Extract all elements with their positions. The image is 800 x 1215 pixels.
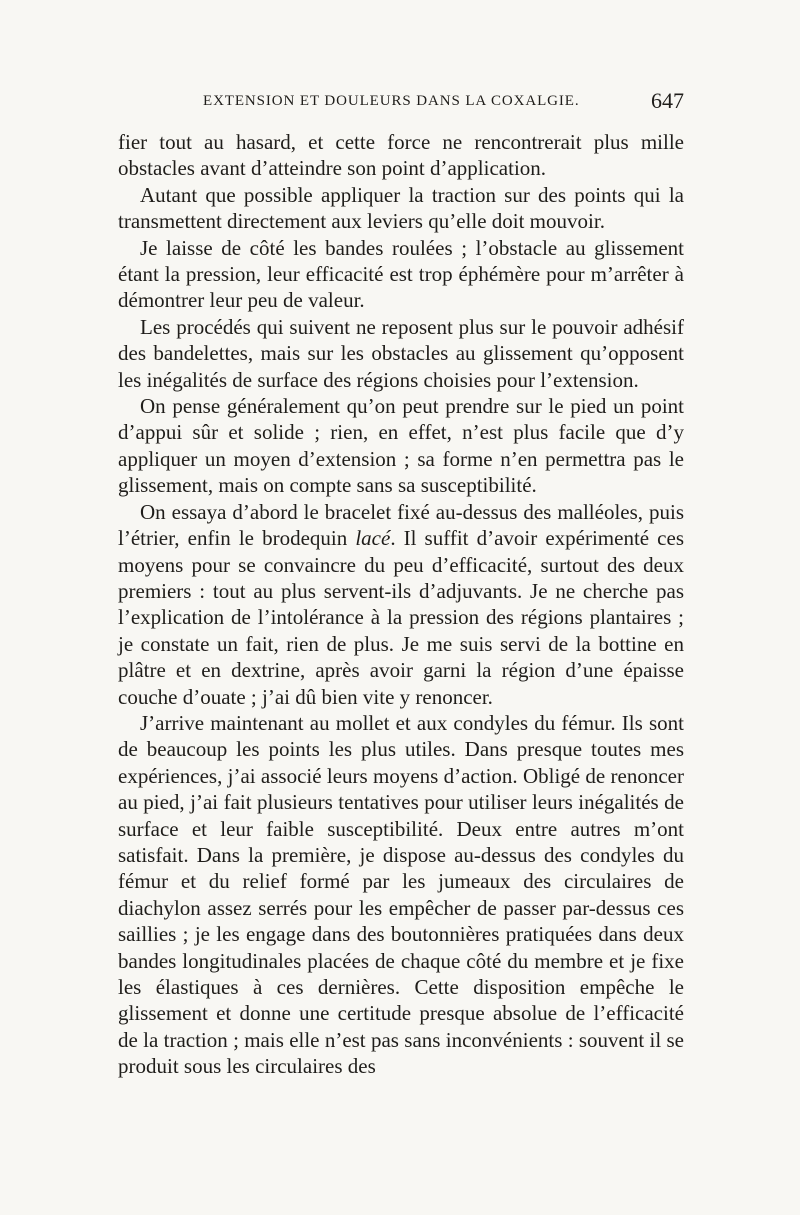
main-text (118, 129, 684, 1080)
page-number: 647 (651, 88, 684, 113)
running-title: EXTENSION ET DOULEURS DANS LA COXALGIE. (203, 93, 580, 109)
paragraph-6-after-italic: . Il suffit d’avoir expérimenté ces moyens pour se convaincre du peu d’efficacité, surtout des deux premiers : tout au plus servent-ils d’adjuvants. Je ne cherche pas l’explication de l’intolérance à la pression des régions plantaires ; je constate un fait, rien de plus. Je me suis servi de la bottine en plâtre et en dextrine, après avoir garni la région d’une épaisse couche d’ouate ; j’ai dû bien vite y renoncer. (118, 526, 684, 709)
paragraph-3: Je laisse de côté les bandes roulées ; l’obstacle au glissement étant la pression, leur efficacité est trop éphémère pour m’arrêter à démontrer leur peu de valeur. (118, 235, 684, 313)
paragraph-6 (118, 499, 684, 710)
paragraph-6-before-italic: On essaya d’abord le bracelet fixé au-dessus des malléoles, puis l’étrier, enfin le brodequin (118, 499, 684, 551)
paragraph-5: On pense généralement qu’on peut prendre sur le pied un point d’appui sûr et solide ; rien, en effet, n’est plus facile que d’y appliquer un moyen d’extension ; sa forme n’en permettra pas le glissement, mais on compte sans sa susceptibilité. (118, 394, 684, 498)
italic-word-lace: lacé (355, 526, 391, 551)
page-header (118, 90, 684, 120)
paragraph-2: Autant que possible appliquer la traction sur des points qui la transmettent directement aux leviers qu’elle doit mouvoir. (118, 182, 684, 234)
paragraph-4: Les procédés qui suivent ne reposent plus sur le pouvoir adhésif des bandelettes, mais sur les obstacles au glissement qu’opposent les inégalités de surface des régions choisies pour l’extension. (118, 314, 684, 392)
paragraph-1: fier tout au hasard, et cette force ne rencontrerait plus mille obstacles avant d’atteindre son point d’application. (118, 130, 684, 181)
paragraph-7: J’arrive maintenant au mollet et aux condyles du fémur. Ils sont de beaucoup les points les plus utiles. Dans presque toutes mes expériences, j’ai associé leurs moyens d’action. Obligé de renoncer au pied, j’ai fait plusieurs tentatives pour utiliser leurs inégalités de surface et leur faible susceptibilité. Deux entre autres m’ont satisfait. Dans la première, je dispose au-dessus des condyles du fémur et du relief formé par les jumeaux des circulaires de diachylon assez serrés pour les empêcher de passer par-dessus ces saillies ; je les engage dans des boutonnières pratiquées dans deux bandes longitudinales placées de chaque côté du membre et je fixe les élastiques à ces dernières. Cette disposition empêche le glissement et donne une certitude presque absolue de l’efficacité de la traction ; mais elle n’est pas sans inconvénients : souvent il se produit sous les circulaires des (118, 710, 684, 1079)
